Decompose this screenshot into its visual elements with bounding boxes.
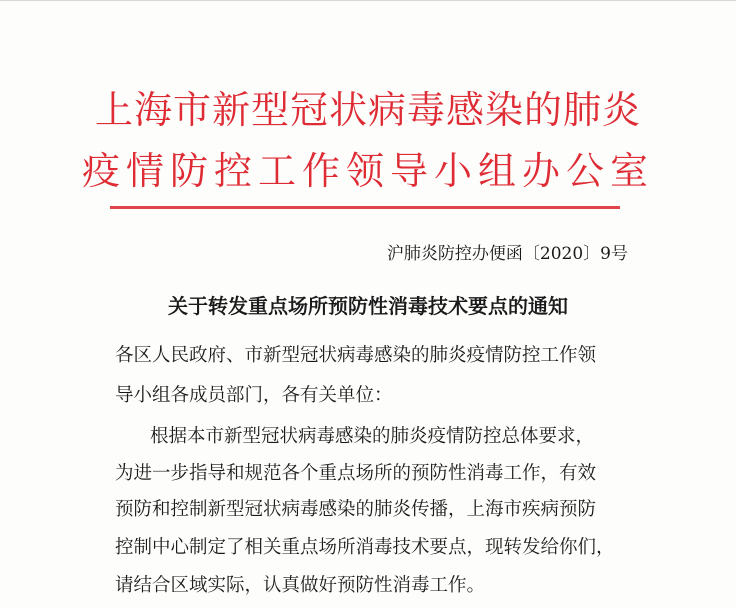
document-title: 关于转发重点场所预防性消毒技术要点的通知 (168, 294, 568, 318)
body-line-6: 控制中心制定了相关重点场所消毒技术要点，现转发给你们， (115, 537, 615, 558)
red-separator-rule (110, 206, 620, 209)
issuing-organization-line-2: 疫情防控工作领导小组办公室 (81, 149, 654, 193)
document-number: 沪肺炎防控办便函〔2020〕9号 (386, 244, 628, 264)
body-line-4: 为进一步指导和规范各个重点场所的预防性消毒工作，有效 (115, 463, 597, 484)
body-line-5: 预防和控制新型冠状病毒感染的肺炎传播，上海市疾病预防 (115, 499, 597, 520)
body-line-7: 请结合区域实际，认真做好预防性消毒工作。 (115, 575, 486, 596)
issuing-organization-line-1: 上海市新型冠状病毒感染的肺炎 (94, 88, 641, 132)
page-top-edge (0, 0, 736, 1)
body-line-3: 根据本市新型冠状病毒感染的肺炎疫情防控总体要求， (150, 426, 595, 447)
body-line-1: 各区人民政府、市新型冠状病毒感染的肺炎疫情防控工作领 (115, 345, 597, 366)
body-line-2: 导小组各成员部门，各有关单位： (115, 385, 393, 406)
